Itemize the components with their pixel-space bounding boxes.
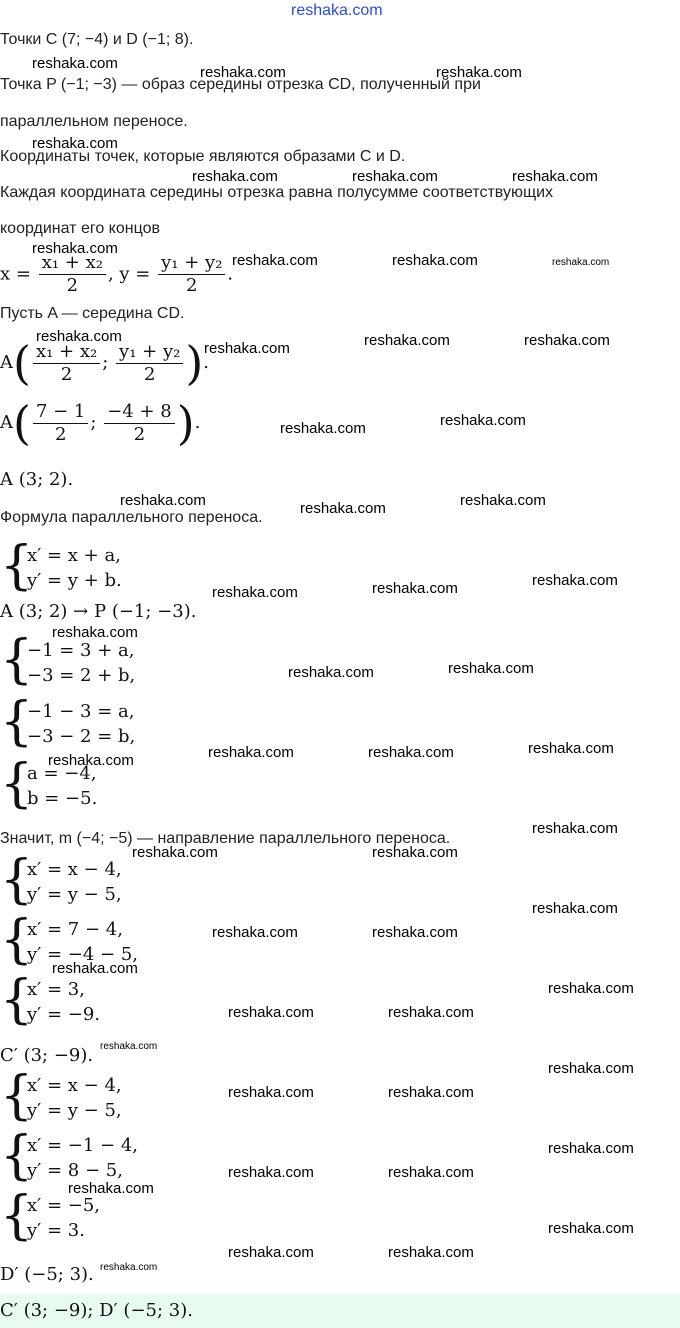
watermark: reshaka.com bbox=[552, 257, 610, 268]
watermark: reshaka.com bbox=[388, 1084, 474, 1101]
watermark: reshaka.com bbox=[52, 624, 138, 641]
system-line: −1 − 3 = a, bbox=[27, 701, 135, 722]
system-line: y′ = 3. bbox=[27, 1220, 85, 1241]
watermark: reshaka.com bbox=[212, 924, 298, 941]
system-line: x′ = x − 4, bbox=[27, 859, 122, 880]
system-brace: { bbox=[0, 1126, 34, 1186]
watermark: reshaka.com bbox=[440, 412, 526, 429]
system-brace: { bbox=[0, 692, 34, 752]
site-header-link[interactable]: reshaka.com bbox=[291, 2, 383, 19]
watermark: reshaka.com bbox=[448, 660, 534, 677]
line-midpoint-rule: Каждая координата середины отрезка равна полусумме соответствующих bbox=[0, 184, 554, 201]
watermark: reshaka.com bbox=[32, 55, 118, 72]
watermark: reshaka.com bbox=[212, 584, 298, 601]
watermark: reshaka.com bbox=[52, 960, 138, 977]
system-brace: { bbox=[0, 1066, 34, 1126]
watermark: reshaka.com bbox=[280, 420, 366, 437]
watermark: reshaka.com bbox=[524, 332, 610, 349]
line-parallel-transfer: параллельном переносе. bbox=[0, 113, 188, 130]
watermark: reshaka.com bbox=[528, 740, 614, 757]
line-vector-m: Значит, m (−4; −5) — направление параллельного переноса. bbox=[0, 830, 451, 847]
line-point-p: Точка P (−1; −3) — образ середины отрезка CD, полученный при bbox=[0, 76, 481, 93]
watermark: reshaka.com bbox=[548, 1220, 634, 1237]
watermark: reshaka.com bbox=[132, 844, 218, 861]
system-line: x′ = x + a, bbox=[27, 545, 121, 566]
watermark: reshaka.com bbox=[548, 1060, 634, 1077]
watermark: reshaka.com bbox=[200, 64, 286, 81]
line-ends: координат его концов bbox=[0, 220, 160, 237]
watermark: reshaka.com bbox=[392, 252, 478, 269]
system-line: b = −5. bbox=[27, 788, 98, 809]
system-line: y′ = y − 5, bbox=[27, 1100, 122, 1121]
watermark: reshaka.com bbox=[48, 752, 134, 769]
system-brace: { bbox=[0, 850, 34, 910]
line-d-prime: D′ (−5; 3). bbox=[0, 1264, 94, 1285]
watermark: reshaka.com bbox=[388, 1244, 474, 1261]
system-line: y′ = y − 5, bbox=[27, 884, 122, 905]
system-brace: { bbox=[0, 1186, 34, 1246]
system-line: −3 = 2 + b, bbox=[27, 665, 136, 686]
system-brace: { bbox=[0, 910, 34, 970]
watermark: reshaka.com bbox=[532, 572, 618, 589]
watermark: reshaka.com bbox=[232, 252, 318, 269]
line-a-result: A (3; 2). bbox=[0, 469, 74, 490]
watermark: reshaka.com bbox=[436, 64, 522, 81]
answer-text: C′ (3; −9); D′ (−5; 3). bbox=[0, 1300, 193, 1321]
formula-a-general: A( $\frac{\text{x₁ + x₂}}{2}$ ; $\frac{\text{y₁ + y₂}}{2}$ ). bbox=[0, 336, 210, 390]
watermark: reshaka.com bbox=[388, 1164, 474, 1181]
system-brace: { bbox=[0, 970, 34, 1030]
watermark: reshaka.com bbox=[100, 1262, 158, 1273]
watermark: reshaka.com bbox=[548, 1140, 634, 1157]
watermark: reshaka.com bbox=[192, 168, 278, 185]
watermark: reshaka.com bbox=[372, 580, 458, 597]
system-line: y′ = −4 − 5, bbox=[27, 944, 139, 965]
line-points-cd: Точки C (7; −4) и D (−1; 8). bbox=[0, 31, 194, 48]
system-line: x′ = −1 − 4, bbox=[27, 1135, 138, 1156]
watermark: reshaka.com bbox=[512, 168, 598, 185]
watermark: reshaka.com bbox=[368, 744, 454, 761]
watermark: reshaka.com bbox=[352, 168, 438, 185]
watermark: reshaka.com bbox=[460, 492, 546, 509]
watermark: reshaka.com bbox=[372, 844, 458, 861]
watermark: reshaka.com bbox=[228, 1164, 314, 1181]
line-c-prime: C′ (3; −9). bbox=[0, 1045, 94, 1066]
watermark: reshaka.com bbox=[120, 492, 206, 509]
system-line: x′ = −5, bbox=[27, 1195, 101, 1216]
line-images: Координаты точек, которые являются образами C и D. bbox=[0, 148, 406, 165]
watermark: reshaka.com bbox=[228, 1084, 314, 1101]
watermark: reshaka.com bbox=[204, 340, 290, 357]
system-line: x′ = x − 4, bbox=[27, 1075, 122, 1096]
watermark: reshaka.com bbox=[532, 820, 618, 837]
watermark: reshaka.com bbox=[32, 135, 118, 152]
watermark: reshaka.com bbox=[372, 924, 458, 941]
formula-a-values: A( $\frac{7 - 1}{2}$ ; $\frac{-4 + 8}{2}$ ). bbox=[0, 396, 201, 450]
system-line: a = −4, bbox=[27, 763, 97, 784]
system-line: −1 = 3 + a, bbox=[27, 640, 135, 661]
watermark: reshaka.com bbox=[288, 664, 374, 681]
system-brace: { bbox=[0, 754, 34, 814]
watermark: reshaka.com bbox=[32, 240, 118, 257]
system-line: y′ = y + b. bbox=[27, 570, 122, 591]
watermark: reshaka.com bbox=[300, 500, 386, 517]
watermark: reshaka.com bbox=[36, 328, 122, 345]
watermark: reshaka.com bbox=[388, 1004, 474, 1021]
system-line: y′ = 8 − 5, bbox=[27, 1160, 123, 1181]
line-a-to-p: A (3; 2) → P (−1; −3). bbox=[0, 601, 197, 622]
watermark: reshaka.com bbox=[100, 1041, 158, 1052]
watermark: reshaka.com bbox=[208, 744, 294, 761]
watermark: reshaka.com bbox=[364, 332, 450, 349]
system-line: −3 − 2 = b, bbox=[27, 726, 136, 747]
line-formula-title: Формула параллельного переноса. bbox=[0, 509, 263, 526]
watermark: reshaka.com bbox=[68, 1180, 154, 1197]
system-brace: { bbox=[0, 630, 34, 690]
watermark: reshaka.com bbox=[532, 900, 618, 917]
system-line: x′ = 3, bbox=[27, 979, 85, 1000]
formula-midpoint: x = $\frac{\text{x₁ + x₂}}{2}$ , y = $\frac{\text{y₁ + y₂}}{2}$ . bbox=[0, 252, 234, 296]
line-let-a: Пусть A — середина CD. bbox=[0, 305, 185, 322]
system-brace: { bbox=[0, 536, 34, 596]
system-line: y′ = −9. bbox=[27, 1004, 101, 1025]
watermark: reshaka.com bbox=[228, 1004, 314, 1021]
watermark: reshaka.com bbox=[228, 1244, 314, 1261]
watermark: reshaka.com bbox=[548, 980, 634, 997]
system-line: x′ = 7 − 4, bbox=[27, 919, 123, 940]
